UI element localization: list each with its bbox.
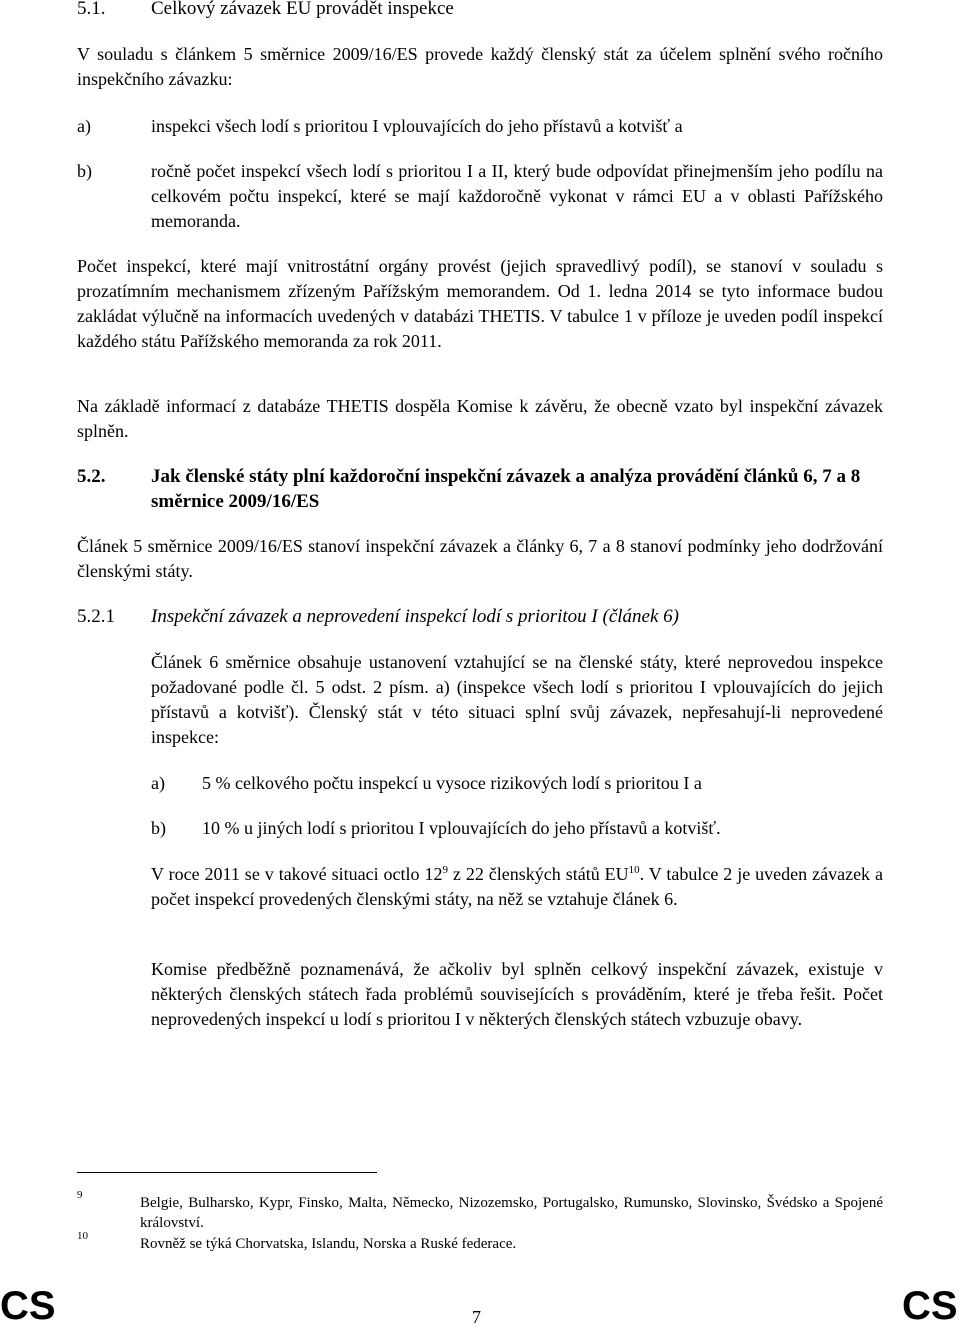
footnote-number: 10 [77,1230,88,1242]
footnote-number: 9 [77,1189,83,1201]
footnote-ref-9[interactable]: 9 [442,864,448,876]
section-5-1-number: 5.1. [77,0,106,19]
section-5-1-title: Celkový závazek EU provádět inspekce [151,0,454,19]
section-5-2-title: Jak členské státy plní každoroční inspekční závazek a analýza provádění článků 6, 7 a 8 směrnice 2009/16/ES [151,466,861,512]
list-item-text: ročně počet inspekcí všech lodí s prioritou I a II, který bude odpovídat přinejmenším jeho podílu na celkovém počtu inspekcí, které se mají každoročně vykonat v rámci EU a v oblasti Pařížského memoranda. [151,161,883,231]
footer-language-left: CS [0,1284,56,1328]
section-5-2-1-remark: Komise předběžně poznamenává, že ačkoliv byl splněn celkový inspekční závazek, existuje v některých členských státech řada problémů souvisejících s prováděním, které je třeba řešit. Počet neprovedených inspekcí u lodí s prioritou I v některých členských státech vzbuzuje obavy. [151,959,883,1029]
section-5-2-1-paragraph: Článek 6 směrnice obsahuje ustanovení vztahující se na členské státy, které neprovedou inspekce požadované podle čl. 5 odst. 2 písm. a) (inspekce všech lodí s prioritou I vplouvajících do jejich přístavů a kotvišť). Členský stát v této situaci splní svůj závazek, nepřesahují-li neprovedené inspekce: [151,652,883,747]
section-5-2-1-number: 5.2.1 [77,606,115,627]
footer-language-right: CS [902,1284,958,1328]
section-5-2-paragraph: Článek 5 směrnice 2009/16/ES stanoví inspekční závazek a články 6, 7 a 8 stanoví podmínky jeho dodržování členskými státy. [77,536,883,581]
footnote-separator [77,1172,377,1173]
footnote-text: Rovněž se týká Chorvatska, Islandu, Norska a Ruské federace. [140,1236,517,1252]
section-5-2-1-title: Inspekční závazek a neprovedení inspekcí lodí s prioritou I (článek 6) [151,606,679,627]
list-item-text: 5 % celkového počtu inspekcí u vysoce rizikových lodí s prioritou I a [202,773,702,793]
list-item-marker: a) [151,773,165,793]
footnote-text: Belgie, Bulharsko, Kypr, Finsko, Malta, Německo, Nizozemsko, Portugalsko, Rumunsko, Slovinsko, Švédsko a Spojené království. [140,1195,883,1231]
section-5-1-paragraph: Počet inspekcí, které mají vnitrostátní orgány provést (jejich spravedlivý podíl), se stanoví v souladu s prozatímním mechanismem zřízeným Pařížským memorandem. Od 1. ledna 2014 se tyto informace budou zakládat výlučně na informacích uvedených v databázi THETIS. V tabulce 1 v příloze je uveden podíl inspekcí každého státu Pařížského memoranda za rok 2011. [77,256,883,351]
list-item-marker: b) [77,161,92,181]
page-number: 7 [472,1307,481,1327]
section-5-2-number: 5.2. [77,466,106,487]
section-5-1-intro: V souladu s článkem 5 směrnice 2009/16/ES provede každý členský stát za účelem splnění svého ročního inspekčního závazku: [77,44,883,89]
list-item-text: inspekci všech lodí s prioritou I vplouvajících do jeho přístavů a kotvišť a [151,116,683,136]
section-5-1-conclusion: Na základě informací z databáze THETIS dospěla Komise k závěru, že obecně vzato byl inspekční závazek splněn. [77,396,883,441]
list-item-marker: a) [77,116,91,136]
list-item-marker: b) [151,818,166,838]
section-5-2-1-situation: V roce 2011 se v takové situaci octlo $12^9$ z 22 členských států EU$^{10}$. V tabulce 2 je uveden závazek a počet inspekcí provedených členskými státy, na něž se vztahuje článek 6. [151,864,883,909]
footnote-ref-10[interactable]: 10 [628,864,640,876]
list-item-text: 10 % u jiných lodí s prioritou I vplouvajících do jeho přístavů a kotvišť. [202,818,721,838]
